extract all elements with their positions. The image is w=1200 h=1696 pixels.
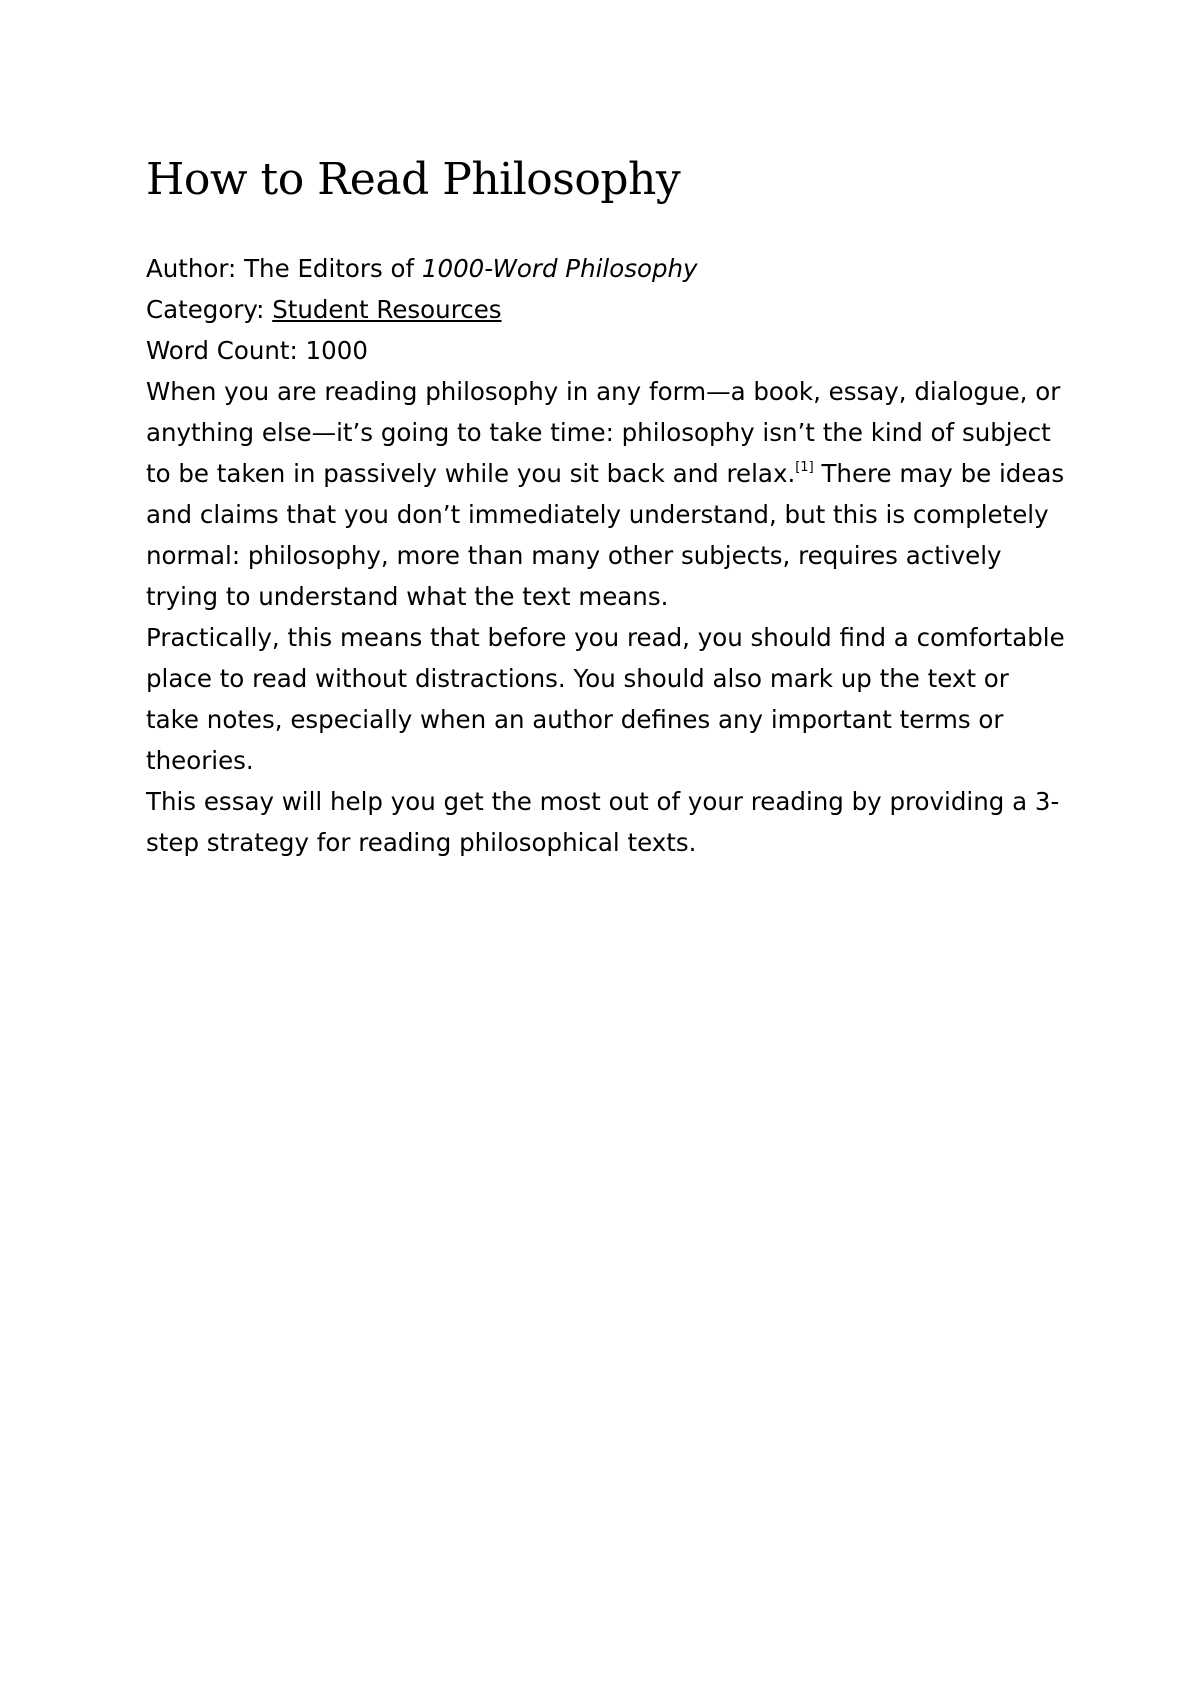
category-line	[146, 289, 1066, 330]
category-label: Category:	[146, 295, 273, 324]
document-body	[146, 248, 1066, 863]
author-label: Author: The Editors of	[146, 254, 422, 283]
paragraph-1-text: When you are reading philosophy in any form—a book, essay, dialogue, or anything else—it’s going to take time: philosophy isn’t the kind of subject to be taken in passively while you sit back and relax.	[146, 377, 1061, 488]
author-work: 1000-Word Philosophy	[421, 254, 698, 283]
paragraph-1	[146, 371, 1066, 617]
author-line	[146, 248, 1066, 289]
category-link[interactable]: Student Resources	[272, 295, 502, 324]
paragraph-1-continuation: There may be ideas and claims that you don’t immediately understand, but this is completely normal: philosophy, more than many other subjects, requires actively trying to understand what the text means.	[146, 459, 1065, 611]
paragraph-3: This essay will help you get the most out of your reading by providing a 3-step strategy for reading philosophical texts.	[146, 787, 1060, 857]
document-title: How to Read Philosophy	[146, 154, 681, 205]
paragraph-2: Practically, this means that before you read, you should find a comfortable place to read without distractions. You should also mark up the text or take notes, especially when an author defines any important terms or theories.	[146, 623, 1065, 775]
document-page	[146, 150, 1066, 863]
footnote-reference[interactable]: [1]	[795, 459, 814, 475]
word-count: Word Count: 1000	[146, 336, 368, 365]
